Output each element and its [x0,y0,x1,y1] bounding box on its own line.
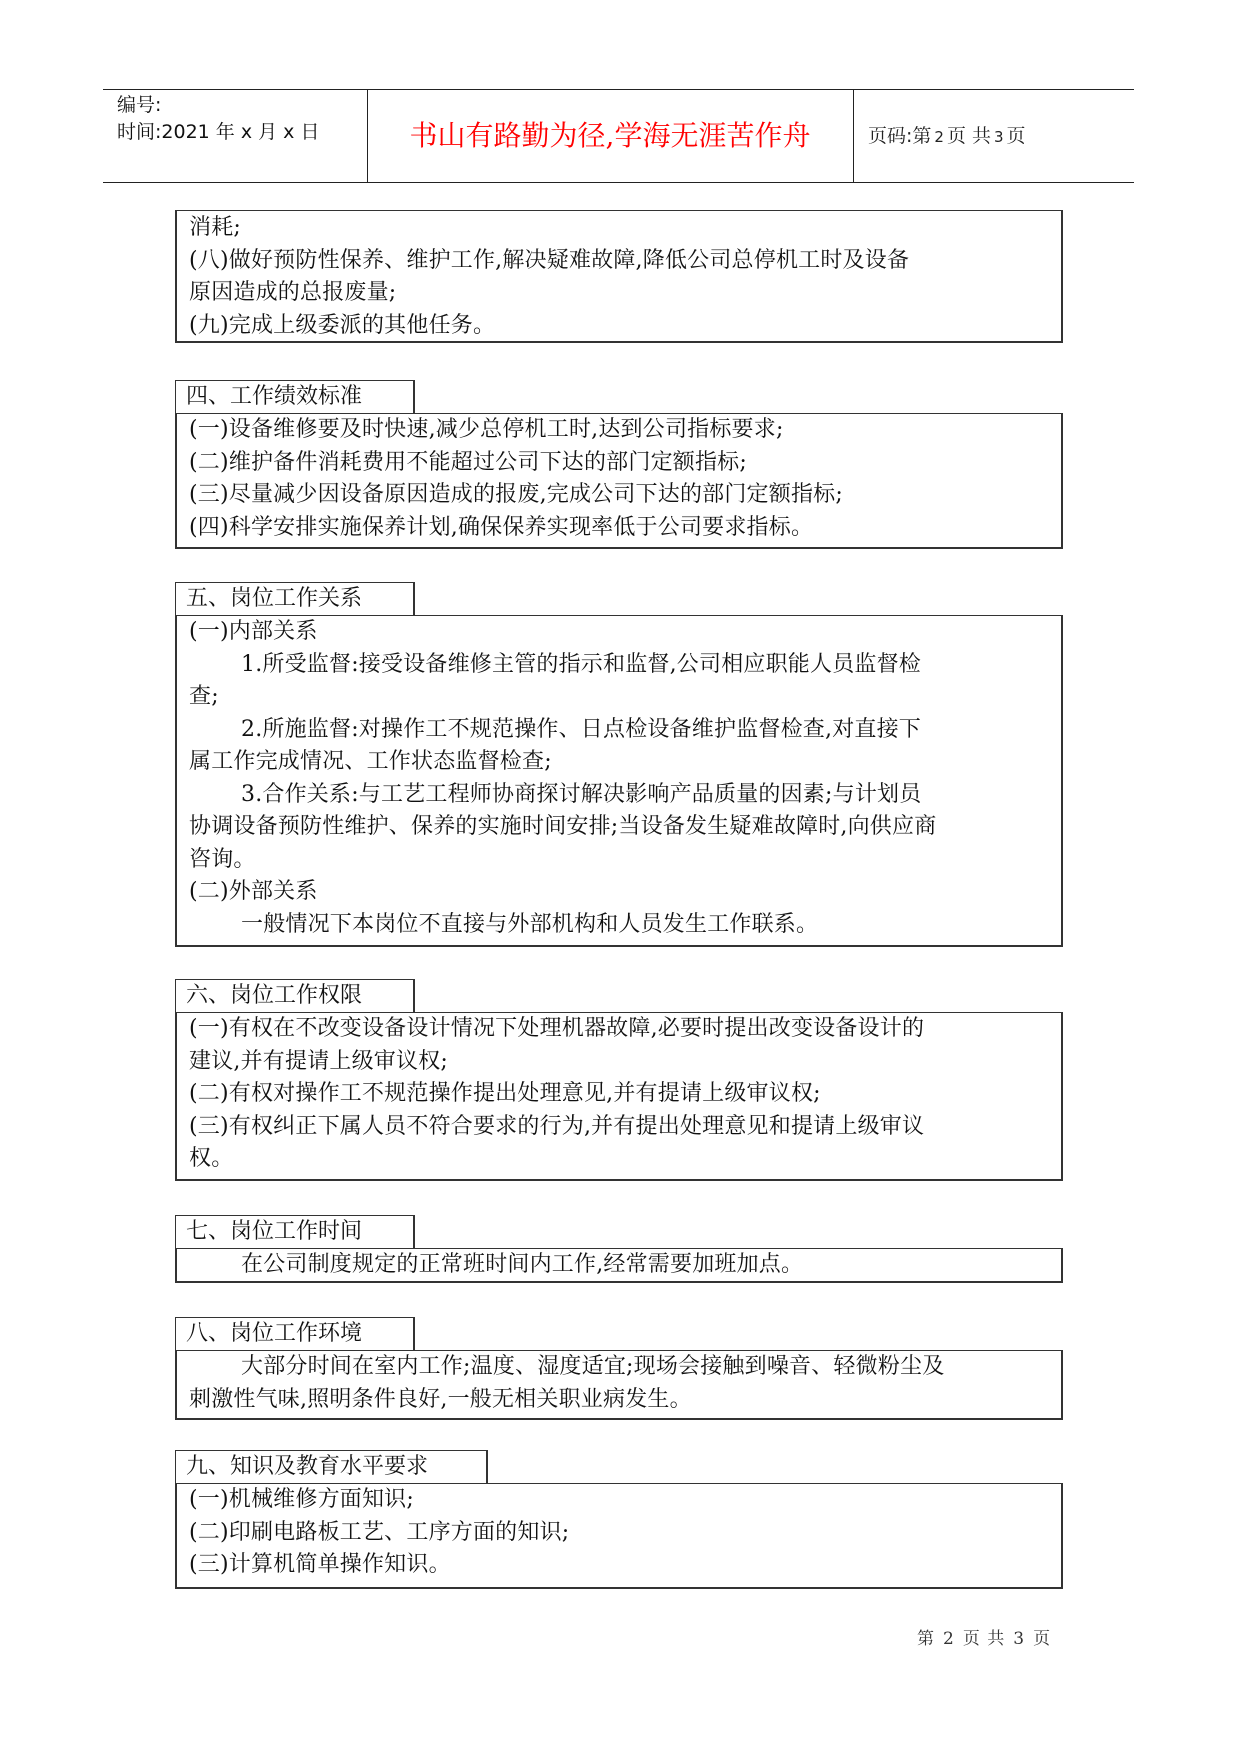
page-total: 3 [994,128,1004,146]
text-line: (三)计算机简单操作知识。 [189,1552,451,1577]
page-mid: 页 共 [946,125,991,147]
text-line: 协调设备预防性维护、保养的实施时间安排;当设备发生疑难故障时,向供应商 [189,814,937,839]
page-label: 页码:第 [868,125,932,147]
text-line: (三)尽量减少因设备原因造成的报废,完成公司下达的部门定额指标; [189,482,843,507]
header-bottom-rule [103,182,1134,183]
continuation-box [175,210,1063,343]
text-line: (二)维护备件消耗费用不能超过公司下达的部门定额指标; [189,449,747,475]
text-line: (一)机械维修方面知识; [189,1487,414,1512]
text-line: 原因造成的总报废量; [189,280,397,305]
text-line: (四)科学安排实施保养计划,确保保养实现率低于公司要求指标。 [189,514,814,540]
section-body-hours [175,1248,1063,1283]
text-line: 刺激性气味,照明条件良好,一般无相关职业病发生。 [189,1386,692,1412]
text-line: (二)有权对操作工不规范操作提出处理意见,并有提请上级审议权; [189,1081,821,1106]
text-line: (二)印刷电路板工艺、工序方面的知识; [189,1519,570,1545]
header-top-rule [103,89,1134,90]
header-divider-right [853,89,854,182]
section-title-environment: 八、岗位工作环境 [175,1317,415,1350]
page-current: 2 [934,128,944,146]
footer-mid: 页 共 [962,1629,1006,1649]
footer-prefix: 第 [917,1629,935,1649]
text-line: 咨询。 [189,846,256,872]
section-title-hours: 七、岗位工作时间 [175,1215,415,1248]
text-line: 在公司制度规定的正常班时间内工作,经常需要加班加点。 [241,1252,804,1277]
text-line: (二)外部关系 [189,879,318,904]
section-body-education [175,1483,1063,1589]
text-line: 2.所施监督:对操作工不规范操作、日点检设备维护监督检查,对直接下 [241,716,921,742]
text-line: (一)设备维修要及时快速,减少总停机工时,达到公司指标要求; [189,417,784,442]
section-body-authority [175,1012,1063,1181]
text-line: (三)有权纠正下属人员不符合要求的行为,并有提出处理意见和提请上级审议 [189,1113,925,1139]
text-line: 3.合作关系:与工艺工程师协商探讨解决影响产品质量的因素;与计划员 [241,781,922,807]
footer-total: 3 [1013,1629,1026,1649]
text-line: 查; [189,684,219,709]
section-title-authority: 六、岗位工作权限 [175,979,415,1012]
text-line: (一)有权在不改变设备设计情况下处理机器故障,必要时提出改变设备设计的 [189,1016,925,1041]
header-page-indicator [868,123,1026,150]
text-line: 1.所受监督:接受设备维修主管的指示和监督,公司相应职能人员监督检 [241,651,921,677]
footer-suffix: 页 [1033,1629,1052,1649]
section-body-performance [175,413,1063,549]
document-number-label: 编号: [117,94,162,116]
page-footer [913,1624,1055,1649]
text-line: (八)做好预防性保养、维护工作,解决疑难故障,降低公司总停机工时及设备 [189,247,910,273]
text-line: 权。 [189,1146,234,1171]
section-body-environment [175,1350,1063,1420]
section-title-education: 九、知识及教育水平要求 [175,1450,488,1483]
section-title-performance: 四、工作绩效标准 [175,380,415,413]
section-title-relations: 五、岗位工作关系 [175,582,415,615]
text-line: 消耗; [189,215,242,240]
text-line: 大部分时间在室内工作;温度、湿度适宜;现场会接触到噪音、轻微粉尘及 [241,1354,945,1379]
text-line: (九)完成上级委派的其他任务。 [189,312,496,338]
document-time-label: 时间:2021 年 x 月 x 日 [117,121,320,143]
text-line: (一)内部关系 [189,619,318,644]
text-line: 建议,并有提请上级审议权; [189,1048,449,1074]
header-meta [117,92,319,146]
page-end: 页 [1006,125,1026,147]
text-line: 一般情况下本岗位不直接与外部机构和人员发生工作联系。 [241,911,819,937]
text-line: 属工作完成情况、工作状态监督检查; [189,749,552,774]
header-motto: 书山有路勤为径,学海无涯苦作舟 [409,119,811,152]
footer-current: 2 [943,1629,955,1649]
section-body-relations [175,615,1063,947]
